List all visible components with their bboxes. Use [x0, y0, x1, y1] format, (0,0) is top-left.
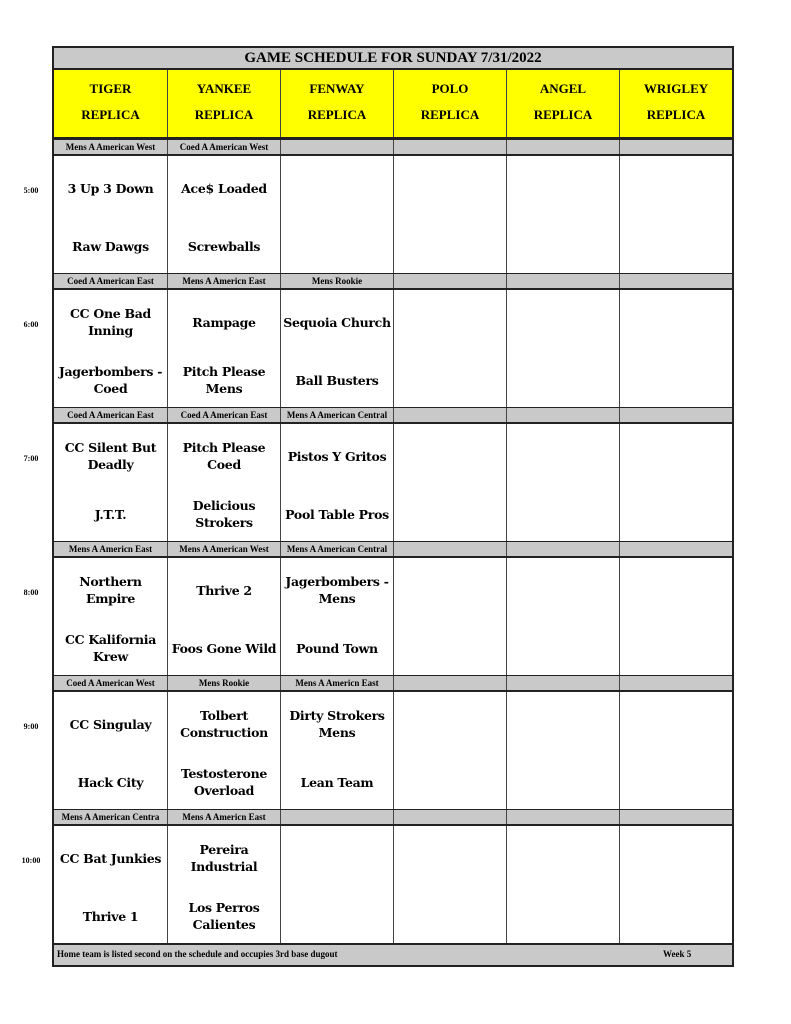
away-team [507, 566, 619, 614]
home-team [620, 624, 732, 672]
game-cell [620, 558, 732, 675]
home-team [620, 222, 732, 270]
game-cell [620, 692, 732, 809]
home-team: Screwballs [187, 238, 261, 254]
division-label: Mens Rookie [281, 274, 394, 288]
away-team: Jagerbombers - Mens [285, 574, 389, 606]
away-team: Pereira Industrial [190, 842, 258, 874]
game-cell [620, 156, 732, 273]
game-cell [168, 290, 281, 407]
game-cell [394, 558, 507, 675]
home-team [620, 758, 732, 806]
field-name: YANKEE [196, 81, 252, 96]
game-cell [168, 692, 281, 809]
field-subtitle: REPLICA [420, 107, 480, 122]
game-cell [281, 290, 394, 407]
away-team [394, 432, 506, 480]
home-team [507, 356, 619, 404]
division-label [620, 408, 732, 422]
time-label: 6:00 [23, 320, 39, 329]
game-cell [168, 156, 281, 273]
away-team [281, 164, 393, 212]
home-team [507, 624, 619, 672]
division-label [507, 274, 620, 288]
footer-bar [54, 943, 732, 965]
division-label: Mens A American West [54, 140, 168, 154]
division-label: Mens A American Central [281, 542, 394, 556]
division-label [394, 140, 507, 154]
home-team: Jagerbombers - Coed [58, 364, 163, 396]
game-cell [168, 558, 281, 675]
game-cell [281, 558, 394, 675]
week-label: Week 5 [663, 949, 692, 959]
home-team: Delicious Strokers [192, 498, 256, 530]
game-cell [394, 826, 507, 943]
field-header-wrigley [620, 70, 732, 137]
away-team: Ace$ Loaded [181, 180, 267, 196]
division-label: Mens A Americn East [168, 274, 281, 288]
home-team: Pool Table Pros [285, 506, 389, 522]
division-label [620, 810, 732, 824]
away-team [620, 834, 732, 882]
game-cell [281, 156, 394, 273]
division-label [394, 274, 507, 288]
game-cell [54, 692, 168, 809]
home-team [394, 490, 506, 538]
division-row [54, 675, 732, 692]
field-header-fenway [281, 70, 394, 137]
field-header-row [54, 70, 732, 139]
game-cell [54, 558, 168, 675]
division-row [54, 541, 732, 558]
division-label: Mens A American Centra [54, 810, 168, 824]
away-team [507, 164, 619, 212]
page-title: GAME SCHEDULE FOR SUNDAY 7/31/2022 [54, 48, 732, 70]
field-subtitle: REPLICA [307, 107, 367, 122]
time-label: 8:00 [23, 588, 39, 597]
away-team: CC One Bad Inning [70, 306, 151, 338]
division-label [394, 542, 507, 556]
game-cell [620, 826, 732, 943]
away-team [507, 432, 619, 480]
home-team [620, 490, 732, 538]
division-row [54, 809, 732, 826]
division-label [507, 140, 620, 154]
division-label: Mens A American West [168, 542, 281, 556]
game-cell [394, 290, 507, 407]
field-header-tiger [54, 70, 168, 137]
home-team [507, 222, 619, 270]
away-team [281, 834, 393, 882]
away-team [620, 298, 732, 346]
home-team [394, 758, 506, 806]
division-label [507, 676, 620, 690]
time-slot [54, 424, 732, 541]
game-cell [620, 290, 732, 407]
field-header-angel [507, 70, 620, 137]
home-team: Foos Gone Wild [171, 640, 277, 656]
home-team: Hack City [77, 774, 144, 790]
home-team: Pitch Please Mens [182, 364, 266, 396]
away-team: Rampage [192, 314, 256, 330]
division-row [54, 407, 732, 424]
time-label: 9:00 [23, 722, 39, 731]
game-cell [507, 156, 620, 273]
game-cell [394, 692, 507, 809]
time-slot [54, 290, 732, 407]
time-slot [54, 558, 732, 675]
away-team: CC Bat Junkies [59, 850, 162, 866]
away-team: CC Silent But Deadly [64, 440, 157, 472]
away-team [620, 432, 732, 480]
home-team [507, 892, 619, 940]
schedule-sheet [52, 46, 734, 967]
game-cell [507, 692, 620, 809]
division-label [507, 408, 620, 422]
time-slot [54, 156, 732, 273]
game-cell [394, 424, 507, 541]
away-team [620, 164, 732, 212]
time-label: 10:00 [21, 856, 41, 865]
home-team: Lean Team [300, 774, 374, 790]
game-cell [620, 424, 732, 541]
away-team: 3 Up 3 Down [67, 180, 154, 196]
home-team [620, 892, 732, 940]
time-label: 7:00 [23, 454, 39, 463]
time-slot [54, 692, 732, 809]
away-team: Tolbert Construction [180, 708, 268, 740]
home-team: Thrive 1 [82, 908, 139, 924]
game-cell [54, 424, 168, 541]
division-label: Coed A American East [168, 408, 281, 422]
game-cell [507, 558, 620, 675]
field-subtitle: REPLICA [194, 107, 254, 122]
division-label [507, 542, 620, 556]
away-team: Northern Empire [79, 574, 142, 606]
game-cell [54, 156, 168, 273]
division-label [281, 810, 394, 824]
game-cell [54, 290, 168, 407]
field-name: POLO [431, 81, 469, 96]
home-team: Pound Town [296, 640, 378, 656]
field-header-polo [394, 70, 507, 137]
game-cell [507, 290, 620, 407]
division-label [620, 542, 732, 556]
division-label: Coed A American East [54, 408, 168, 422]
division-row [54, 139, 732, 156]
game-cell [281, 826, 394, 943]
home-team [507, 758, 619, 806]
home-team [281, 222, 393, 270]
division-label: Coed A American West [54, 676, 168, 690]
home-team [507, 490, 619, 538]
division-label: Coed A American West [168, 140, 281, 154]
game-cell [507, 424, 620, 541]
game-cell [394, 156, 507, 273]
away-team [507, 700, 619, 748]
away-team [620, 700, 732, 748]
game-cell [54, 826, 168, 943]
away-team: Dirty Strokers Mens [289, 708, 385, 740]
division-label: Coed A American East [54, 274, 168, 288]
field-name: ANGEL [539, 81, 587, 96]
away-team: Pistos Y Gritos [287, 448, 387, 464]
home-team: Raw Dawgs [72, 238, 149, 254]
division-label: Mens Rookie [168, 676, 281, 690]
field-subtitle: REPLICA [646, 107, 706, 122]
away-team [394, 298, 506, 346]
game-cell [168, 424, 281, 541]
division-label: Mens A Americn East [168, 810, 281, 824]
field-subtitle: REPLICA [81, 107, 140, 122]
field-name: TIGER [89, 81, 132, 96]
division-label [394, 810, 507, 824]
away-team [620, 566, 732, 614]
field-name: WRIGLEY [643, 81, 709, 96]
home-team: CC Kalifornia Krew [64, 632, 157, 664]
home-team [394, 222, 506, 270]
away-team [394, 834, 506, 882]
time-label: 5:00 [23, 186, 39, 195]
away-team: CC Singulay [69, 716, 152, 732]
home-team [394, 624, 506, 672]
field-header-yankee [168, 70, 281, 137]
footer-note: Home team is listed second on the schedule and occupies 3rd base dugout [57, 949, 338, 959]
division-label: Mens A American Central [281, 408, 394, 422]
division-label [281, 140, 394, 154]
away-team: Thrive 2 [196, 582, 252, 598]
division-label [507, 810, 620, 824]
away-team [394, 164, 506, 212]
home-team: Testosterone Overload [180, 766, 268, 798]
home-team: J.T.T. [94, 506, 127, 522]
away-team [507, 298, 619, 346]
away-team: Pitch Please Coed [182, 440, 266, 472]
division-row [54, 273, 732, 290]
division-label [620, 274, 732, 288]
division-label [394, 676, 507, 690]
division-label [620, 140, 732, 154]
division-label: Mens A Americn East [54, 542, 168, 556]
away-team [394, 566, 506, 614]
game-cell [168, 826, 281, 943]
home-team [394, 892, 506, 940]
home-team: Los Perros Calientes [188, 900, 260, 932]
home-team [394, 356, 506, 404]
game-cell [507, 826, 620, 943]
away-team: Sequoia Church [283, 314, 391, 330]
field-name: FENWAY [309, 81, 365, 96]
home-team [281, 892, 393, 940]
game-cell [281, 692, 394, 809]
division-label [620, 676, 732, 690]
division-label [394, 408, 507, 422]
away-team [394, 700, 506, 748]
field-subtitle: REPLICA [533, 107, 593, 122]
division-label: Mens A Americn East [281, 676, 394, 690]
away-team [507, 834, 619, 882]
time-slot [54, 826, 732, 943]
home-team [620, 356, 732, 404]
game-cell [281, 424, 394, 541]
home-team: Ball Busters [295, 372, 379, 388]
